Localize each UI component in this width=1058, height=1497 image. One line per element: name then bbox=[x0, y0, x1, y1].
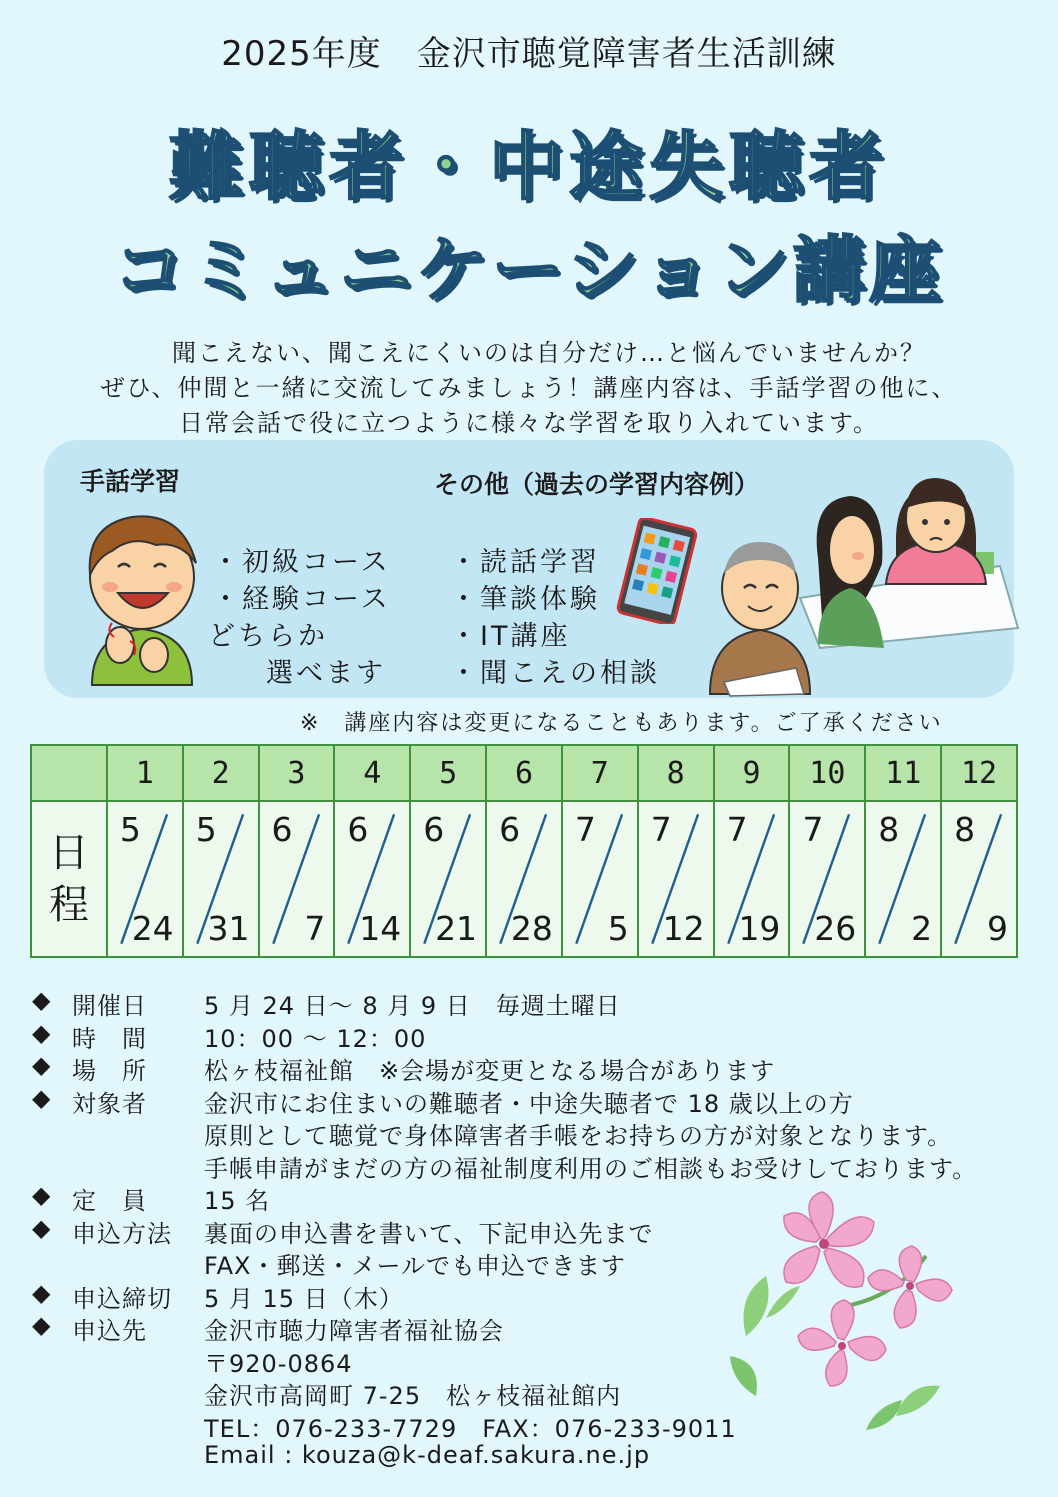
header-subtitle: 2025年度 金沢市聴覚障害者生活訓練 bbox=[221, 34, 837, 74]
diamond-bullet-icon: ◆ bbox=[32, 1278, 52, 1307]
other-content-heading: その他（過去の学習内容例） bbox=[434, 470, 760, 499]
session-date-cell bbox=[259, 801, 335, 957]
session-day: 21 bbox=[435, 909, 478, 948]
other-item: ・IT講座 bbox=[450, 621, 571, 652]
detail-value: FAX・郵送・メールでも申込できます bbox=[204, 1252, 626, 1280]
session-day: 26 bbox=[814, 909, 857, 948]
schedule-table bbox=[30, 744, 1018, 958]
detail-label: 対象者 bbox=[72, 1089, 147, 1118]
flower-illustration bbox=[726, 1186, 956, 1432]
detail-value: 金沢市聴力障害者福祉協会 bbox=[204, 1317, 504, 1345]
sign-item: ・初級コース bbox=[212, 547, 391, 578]
detail-value: 裏面の申込書を書いて、下記申込先まで bbox=[204, 1219, 654, 1248]
session-month: 8 bbox=[878, 810, 900, 849]
other-item: ・聞こえの相談 bbox=[450, 658, 660, 689]
session-day: 5 bbox=[607, 909, 629, 948]
session-date-cell bbox=[486, 801, 562, 957]
detail-value: 金沢市高岡町 7-25 松ヶ枝福祉館内 bbox=[204, 1382, 622, 1410]
detail-value: TEL：076-233-7729 FAX：076-233-9011 bbox=[204, 1414, 737, 1443]
schedule-dates-row bbox=[31, 801, 1017, 957]
session-number: 11 bbox=[865, 745, 941, 801]
sign-item: どちらか bbox=[208, 621, 328, 652]
intro-text bbox=[0, 336, 1058, 441]
smartphone-illustration bbox=[608, 518, 704, 624]
sign-item: ・経験コース bbox=[212, 584, 391, 615]
session-month: 6 bbox=[271, 810, 293, 849]
intro-line: ぜひ、仲間と一緒に交流してみましょう！講座内容は、手話学習の他に、 bbox=[100, 374, 958, 402]
schedule-label: 日程 bbox=[31, 801, 107, 957]
session-number: 8 bbox=[638, 745, 714, 801]
session-number: 12 bbox=[941, 745, 1017, 801]
session-number: 5 bbox=[410, 745, 486, 801]
diamond-bullet-icon: ◆ bbox=[32, 986, 52, 1014]
session-month: 6 bbox=[423, 810, 445, 849]
session-number: 9 bbox=[714, 745, 790, 801]
session-date-cell bbox=[334, 801, 410, 957]
detail-label: 時 間 bbox=[72, 1024, 147, 1053]
detail-value: 5 月 24 日～ 8 月 9 日 毎週土曜日 bbox=[204, 992, 621, 1020]
session-date-cell bbox=[865, 801, 941, 957]
detail-value: 10：00 ～ 12：00 bbox=[204, 1024, 427, 1053]
detail-label: 定 員 bbox=[72, 1187, 147, 1215]
session-day: 31 bbox=[207, 909, 250, 948]
session-month: 8 bbox=[954, 810, 976, 849]
detail-value: 手帳申請がまだの方の福祉制度利用のご相談もお受けしております。 bbox=[204, 1154, 978, 1183]
session-number: 2 bbox=[183, 745, 259, 801]
detail-label: 申込方法 bbox=[72, 1219, 172, 1248]
session-month: 5 bbox=[195, 810, 217, 849]
sign-item: 選べます bbox=[266, 658, 386, 689]
other-item: ・筆談体験 bbox=[450, 584, 600, 615]
corner-cell bbox=[31, 745, 107, 801]
session-date-cell bbox=[941, 801, 1017, 957]
intro-line: 日常会話で役に立つように様々な学習を取り入れています。 bbox=[178, 409, 880, 437]
session-day: 9 bbox=[987, 909, 1008, 948]
session-number: 7 bbox=[562, 745, 638, 801]
intro-line: 聞こえない、聞こえにくいのは自分だけ…と悩んでいませんか？ bbox=[172, 339, 926, 367]
session-number-row bbox=[31, 745, 1017, 801]
detail-value: Email : kouza@k-deaf.sakura.ne.jp bbox=[204, 1441, 651, 1469]
session-month: 7 bbox=[650, 810, 672, 849]
diamond-bullet-icon: ◆ bbox=[32, 1051, 52, 1079]
detail-value: 松ヶ枝福祉館 ※会場が変更となる場合があります bbox=[204, 1057, 776, 1085]
session-number: 4 bbox=[334, 745, 410, 801]
session-day: 24 bbox=[131, 909, 174, 948]
session-day: 19 bbox=[738, 909, 781, 948]
diamond-bullet-icon: ◆ bbox=[32, 1181, 52, 1209]
detail-value: 〒920-0864 bbox=[204, 1349, 353, 1378]
session-day: 14 bbox=[359, 909, 402, 948]
detail-value: 原則として聴覚で身体障害者手帳をお持ちの方が対象となります。 bbox=[204, 1122, 953, 1150]
title-line-1: 難聴者・中途失聴者 bbox=[169, 124, 889, 210]
session-date-cell bbox=[107, 801, 183, 957]
session-number: 3 bbox=[259, 745, 335, 801]
session-month: 6 bbox=[347, 810, 369, 849]
detail-label: 場 所 bbox=[72, 1057, 147, 1085]
session-month: 7 bbox=[574, 810, 596, 849]
session-number: 10 bbox=[789, 745, 865, 801]
session-day: 2 bbox=[911, 909, 933, 948]
detail-label: 申込先 bbox=[72, 1317, 147, 1345]
detail-label: 申込締切 bbox=[72, 1284, 172, 1313]
session-month: 7 bbox=[726, 810, 748, 849]
diamond-bullet-icon: ◆ bbox=[32, 1213, 52, 1242]
session-date-cell bbox=[183, 801, 259, 957]
title-line-2: コミュニケーション講座 bbox=[113, 228, 945, 312]
sign-language-heading: 手話学習 bbox=[80, 467, 181, 496]
session-date-cell bbox=[410, 801, 486, 957]
session-date-cell bbox=[562, 801, 638, 957]
session-date-cell bbox=[789, 801, 865, 957]
diamond-bullet-icon: ◆ bbox=[32, 1311, 52, 1339]
detail-value: 5 月 15 日（木） bbox=[204, 1284, 404, 1313]
session-month: 5 bbox=[119, 810, 141, 849]
people-talking-illustration bbox=[700, 448, 1020, 698]
change-notice: ※ 講座内容は変更になることもあります。ご了承ください bbox=[300, 711, 943, 736]
detail-value: 15 名 bbox=[204, 1187, 271, 1215]
session-date-cell bbox=[638, 801, 714, 957]
diamond-bullet-icon: ◆ bbox=[32, 1083, 52, 1112]
child-signing-illustration bbox=[72, 505, 212, 690]
session-month: 7 bbox=[802, 810, 824, 849]
session-day: 12 bbox=[662, 909, 705, 948]
session-day: 7 bbox=[304, 909, 326, 948]
session-date-cell bbox=[714, 801, 790, 957]
session-day: 28 bbox=[510, 909, 553, 948]
detail-value: 金沢市にお住まいの難聴者・中途失聴者で 18 歳以上の方 bbox=[204, 1089, 854, 1118]
detail-label: 開催日 bbox=[72, 992, 147, 1020]
session-number: 6 bbox=[486, 745, 562, 801]
diamond-bullet-icon: ◆ bbox=[32, 1018, 52, 1047]
session-month: 6 bbox=[499, 810, 521, 849]
session-number: 1 bbox=[107, 745, 183, 801]
other-item: ・読話学習 bbox=[450, 547, 600, 578]
